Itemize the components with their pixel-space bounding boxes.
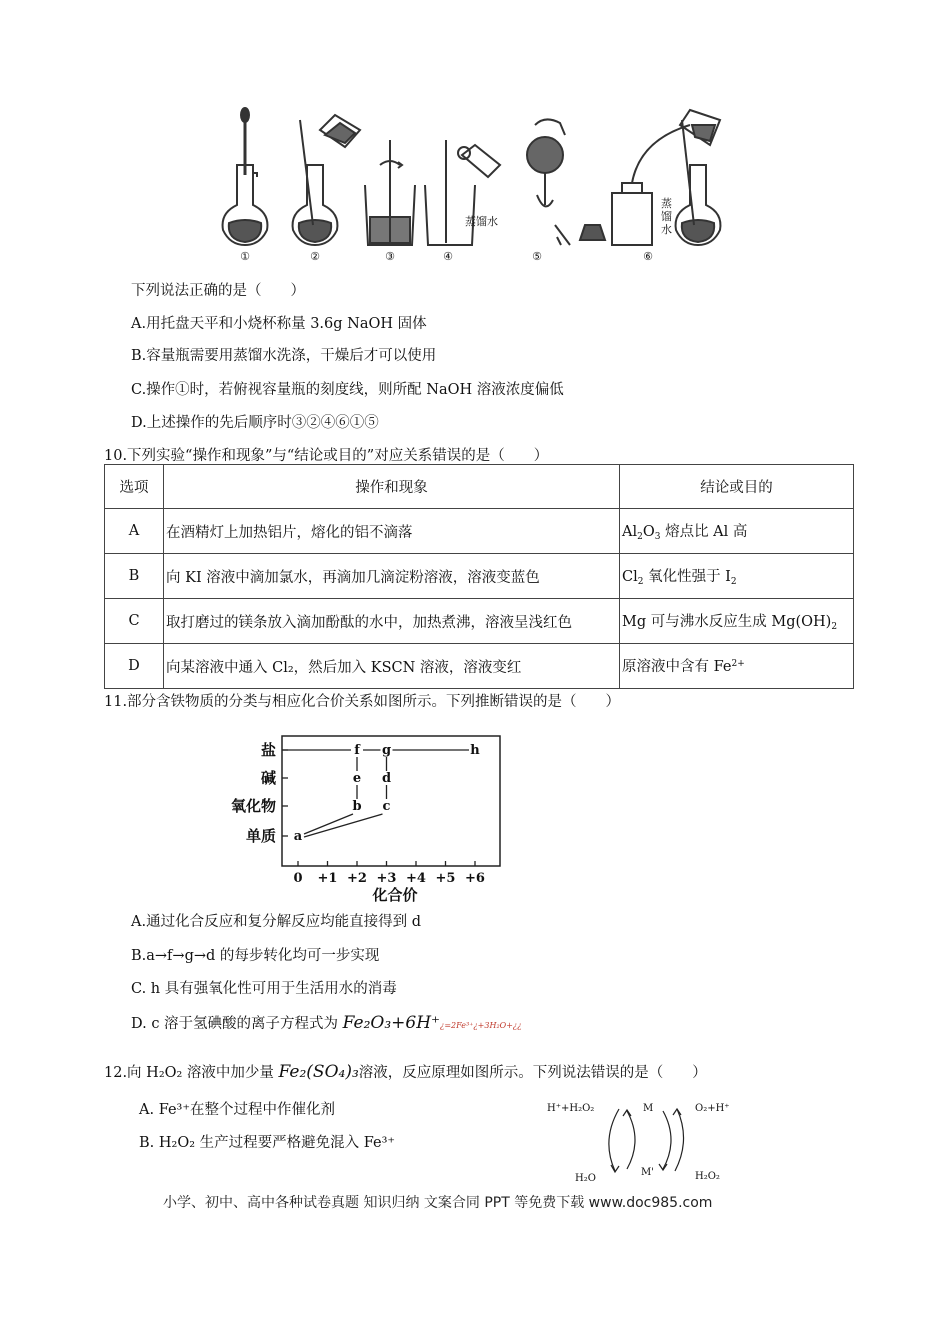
row-conclusion: Mg 可与沸水反应生成 $Mg(OH)_2$ [620,599,854,644]
y-tick-label: 氧化物 [230,797,276,815]
row-conclusion: $Cl_2$ 氧化性强于 $I_2$ [620,554,854,599]
y-tick-label: 单质 [245,827,276,845]
label-1: ① [240,250,250,263]
label-2: ② [310,250,320,263]
x-tick-label: +6 [465,871,485,886]
table-row [105,509,854,554]
cycle-arc-left-up [627,1111,635,1169]
q11-option-b: B.a→f→g→d 的每步转化均可一步实现 [131,948,380,964]
label-5: ⑤ [532,250,542,263]
q12-stem [104,1061,707,1082]
point-h: h [470,743,480,758]
q10-stem: 10.下列实验“操作和现象”与“结论或目的”对应关系错误的是（ ） [104,448,549,464]
cycle-arc-right-down [663,1111,671,1169]
cycle-bottom-left: H₂O [575,1173,596,1184]
header-conclusion: 结论或目的 [620,465,854,509]
q11-option-d-end: ¿ [517,1021,522,1030]
water-label: 蒸馏水 [465,215,498,228]
x-tick-label: +1 [317,871,338,886]
q9-option-d: D.上述操作的先后顺序时③②④⑥①⑤ [131,415,379,431]
q11-option-d-formula: Fe₂O₃+6H⁺ [342,1013,441,1033]
apparatus-5-invert-flask [527,119,570,245]
chart-xlabel: 化合价 [372,886,418,904]
point-a: a [293,829,303,844]
q9-option-a: A.用托盘天平和小烧杯称量 3.6g NaOH 固体 [131,316,427,332]
bottle-label [661,196,672,236]
q12-stem-suffix: 溶液，反应原理如图所示。下列说法错误的是（ ） [358,1065,707,1081]
apparatus-figure [215,105,735,265]
q9-option-c: C.操作①时，若俯视容量瓶的刻度线，则所配 NaOH 溶液浓度偏低 [131,382,564,398]
q11-option-a: A.通过化合反应和复分解反应均能直接得到 d [131,914,421,930]
cycle-top-left: H⁺+H₂O₂ [547,1103,595,1114]
svg-text:蒸: 蒸 [661,197,672,210]
point-f: f [354,743,360,758]
apparatus-3-beaker-stir [365,140,415,245]
link-a-b [304,814,353,834]
row-operation: 向某溶液中通入 Cl₂，然后加入 KSCN 溶液，溶液变红 [164,644,620,689]
q11-option-d-prefix: D. c 溶于氢碘酸的离子方程式为 [131,1016,339,1032]
header-operation: 操作和现象 [164,465,620,509]
row-operation: 在酒精灯上加热铝片，熔化的铝不滴落 [164,509,620,554]
table-row [105,644,854,689]
table-header-row [105,465,854,509]
apparatus-2-pour-flask [293,115,360,245]
row-operation: 向 KI 溶液中滴加氯水，再滴加几滴淀粉溶液，溶液变蓝色 [164,554,620,599]
label-4: ④ [443,250,453,263]
header-option: 选项 [105,465,164,509]
label-3: ③ [385,250,395,263]
q9-stem: 下列说法正确的是（ ） [131,283,305,299]
apparatus-base [580,225,605,240]
row-key: A [105,509,164,554]
x-tick-label: +3 [376,871,397,886]
row-operation: 取打磨过的镁条放入滴加酚酞的水中，加热煮沸，溶液呈浅红色 [164,599,620,644]
cycle-bottom-mid: M' [641,1167,654,1178]
point-g: g [381,743,392,758]
row-key: B [105,554,164,599]
q12-stem-prefix: 12.向 H₂O₂ 溶液中加少量 [104,1065,274,1081]
point-e: e [352,771,362,786]
apparatus-1-flask-dropper [223,108,268,245]
iron-valence-chart [230,730,520,910]
x-tick-label: +5 [435,871,456,886]
cycle-bottom-right: H₂O₂ [695,1171,720,1182]
footer-text: 小学、初中、高中各种试卷真题 知识归纳 文案合同 PPT 等免费下载 www.doc985.com [163,1195,713,1211]
q12-option-b: B. H₂O₂ 生产过程要严格避免混入 Fe³⁺ [139,1135,396,1151]
q12-cycle-diagram [545,1095,775,1190]
q12-option-a: A. Fe³⁺在整个过程中作催化剂 [139,1102,336,1118]
cycle-arc-right-up [675,1109,684,1171]
cycle-top-right: O₂+H⁺ [695,1103,730,1114]
q11-option-d [131,1012,522,1033]
cycle-arc-left-down [609,1109,619,1171]
row-key: D [105,644,164,689]
cycle-top-mid: M [643,1103,654,1114]
x-tick-label: 0 [293,871,303,886]
point-d: d [381,771,392,786]
y-tick-label: 盐 [260,741,276,759]
svg-text:水: 水 [661,223,672,236]
q11-option-c: C. h 具有强氧化性可用于生活用水的消毒 [131,981,397,997]
table-row [105,599,854,644]
label-6: ⑥ [643,250,653,263]
q11-option-d-tail: ¿=2Fe³⁺¿+3H₂O+¿ [440,1021,518,1030]
apparatus-4-beaker-wash [425,140,500,245]
q12-stem-formula: Fe₂(SO₄)₃ [278,1062,359,1082]
q10-table [104,464,854,689]
point-c: c [382,799,391,814]
row-key: C [105,599,164,644]
row-conclusion: 原溶液中含有 $Fe^{2+}$ [620,644,854,689]
svg-text:馏: 馏 [661,210,672,223]
point-b: b [352,799,362,814]
row-conclusion: $Al_2O_3$ 熔点比 Al 高 [620,509,854,554]
x-tick-label: +2 [347,871,367,886]
table-row [105,554,854,599]
q11-stem: 11.部分含铁物质的分类与相应化合价关系如图所示。下列推断错误的是（ ） [104,694,621,710]
y-tick-label: 碱 [260,769,276,787]
x-tick-label: +4 [406,871,426,886]
q9-option-b: B.容量瓶需要用蒸馏水洗涤，干燥后才可以使用 [131,348,437,364]
